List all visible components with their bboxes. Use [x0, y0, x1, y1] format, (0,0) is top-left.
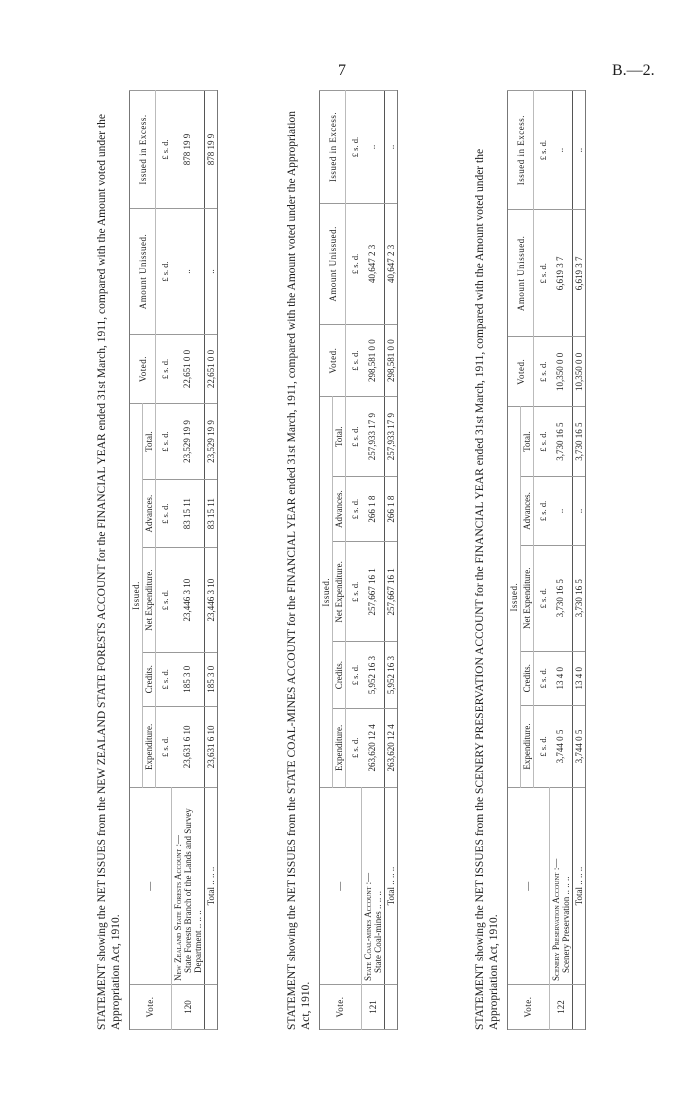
voted-cell: 10,350 0 0 [572, 337, 585, 407]
lsd-label: £ s. d. [534, 705, 550, 787]
lsd-label: £ s. d. [156, 334, 172, 403]
voted-cell: 298,581 0 0 [361, 324, 384, 397]
total-label: Total .. .. .. [384, 788, 397, 985]
statement-title: STATEMENT showing the NET ISSUES from the NEW ZEALAND STATE FORESTS ACCOUNT for the FINANCIAL YEAR ended 31st March, 1911, compared with the Amount voted under the Appropriation Act, 1910. [96, 114, 122, 1030]
expenditure-header: Expenditure. [143, 706, 156, 787]
expenditure-cell: 263,620 12 4 [384, 708, 397, 787]
excess-header: Issued in Excess. [320, 91, 346, 204]
table-row [361, 91, 384, 1030]
advances-header: Advances. [521, 476, 534, 545]
voted-cell: 22,651 0 0 [204, 334, 217, 403]
statement-table [319, 90, 398, 1030]
lsd-label: £ s. d. [346, 542, 362, 642]
statement-title: STATEMENT showing the NET ISSUES from the STATE COAL-MINES ACCOUNT for the FINANCIAL YEAR ended 31st March, 1911, compared with the Amount voted under the Appropriation Act, 1910. [286, 110, 312, 1030]
document-code: B.—2. [612, 62, 655, 79]
credits-header: Credits. [521, 651, 534, 705]
total-cell: 3,730 16 5 [549, 407, 572, 477]
unissued-header: Amount Unissued. [320, 204, 346, 325]
credits-cell: 13 4 0 [572, 651, 585, 705]
unissued-cell: 40,647 2 3 [361, 204, 384, 325]
credits-cell: 185 3 0 [171, 652, 204, 706]
credits-header: Credits. [143, 652, 156, 706]
net-expenditure-cell: 3,730 16 5 [572, 545, 585, 651]
issued-header: Issued. [320, 397, 333, 788]
statement-table [129, 90, 218, 1030]
advances-header: Advances. [333, 476, 346, 541]
net-expenditure-header: Net Expenditure. [521, 545, 534, 651]
total-cell: 257,933 17 9 [361, 397, 384, 476]
net-expenditure-cell: 257,667 16 1 [361, 542, 384, 642]
description-header: — [320, 788, 362, 985]
lsd-label: £ s. d. [534, 407, 550, 477]
lsd-label: £ s. d. [534, 91, 550, 210]
account-name: State Coal-mines Account :— [362, 872, 373, 981]
lsd-label: £ s. d. [156, 209, 172, 335]
description-header: — [508, 788, 550, 985]
voted-cell: 298,581 0 0 [384, 324, 397, 397]
lsd-label: £ s. d. [156, 404, 172, 480]
statement-forests [95, 90, 218, 1030]
unissued-cell: .. [171, 209, 204, 335]
total-cell: 257,933 17 9 [384, 397, 397, 476]
total-row [572, 91, 585, 1030]
voted-header: Voted. [320, 324, 346, 397]
table-row [549, 91, 572, 1030]
unissued-cell: 6,619 3 7 [549, 210, 572, 337]
net-expenditure-header: Net Expenditure. [143, 548, 156, 653]
vote-header: Vote. [320, 985, 362, 1030]
lsd-label: £ s. d. [346, 91, 362, 204]
vote-number: 121 [361, 985, 384, 1030]
item-name: Scenery Preservation .. .. .. [560, 876, 571, 973]
total-label: Total .. .. .. [572, 788, 585, 985]
vote-number: 120 [171, 985, 204, 1030]
advances-cell: 266 1 8 [361, 476, 384, 541]
net-expenditure-cell: 23,446 3 10 [204, 548, 217, 653]
excess-cell: 878 19 9 [204, 91, 217, 209]
total-label: Total .. .. .. [204, 788, 217, 985]
voted-cell: 22,651 0 0 [171, 334, 204, 403]
total-row [204, 91, 217, 1030]
lsd-label: £ s. d. [534, 545, 550, 651]
credits-cell: 13 4 0 [549, 651, 572, 705]
credits-header: Credits. [333, 642, 346, 708]
excess-cell: .. [361, 91, 384, 204]
lsd-label: £ s. d. [346, 324, 362, 397]
net-expenditure-cell: 257,667 16 1 [384, 542, 397, 642]
table-row [171, 91, 204, 1030]
advances-cell: .. [549, 476, 572, 545]
lsd-label: £ s. d. [346, 642, 362, 708]
statement-title: STATEMENT showing the NET ISSUES from the SCENERY PRESERVATION ACCOUNT for the FINANCIAL YEAR ended 31st March, 1911, compared with the Amount voted under the Appropriation Act, 1910. [474, 148, 500, 1030]
total-header: Total. [333, 397, 346, 476]
account-name: Scenery Preservation Account :— [550, 858, 561, 981]
lsd-label: £ s. d. [156, 548, 172, 653]
statement-table [507, 90, 586, 1030]
total-header: Total. [521, 407, 534, 477]
issued-header: Issued. [130, 404, 143, 788]
total-cell: 23,529 19 9 [204, 404, 217, 480]
lsd-label: £ s. d. [534, 651, 550, 705]
lsd-label: £ s. d. [346, 476, 362, 541]
row-description [171, 788, 204, 985]
unissued-cell: .. [204, 209, 217, 335]
unissued-header: Amount Unissued. [130, 209, 156, 335]
credits-cell: 5,952 16 3 [361, 642, 384, 708]
voted-header: Voted. [508, 337, 534, 407]
lsd-label: £ s. d. [534, 476, 550, 545]
page-number: 7 [338, 62, 346, 79]
description-header: — [130, 788, 172, 985]
lsd-label: £ s. d. [346, 397, 362, 476]
row-description [549, 788, 572, 985]
expenditure-cell: 23,631 6 10 [171, 706, 204, 787]
unissued-cell: 40,647 2 3 [384, 204, 397, 325]
statement-coal-mines [285, 90, 398, 1030]
net-expenditure-cell: 23,446 3 10 [171, 548, 204, 653]
issued-header: Issued. [508, 407, 521, 788]
expenditure-cell: 23,631 6 10 [204, 706, 217, 787]
statement-scenery [473, 90, 586, 1030]
excess-header: Issued in Excess. [130, 91, 156, 209]
total-cell: 3,730 16 5 [572, 407, 585, 477]
lsd-label: £ s. d. [346, 204, 362, 325]
lsd-label: £ s. d. [534, 210, 550, 337]
lsd-label: £ s. d. [156, 480, 172, 548]
vote-header: Vote. [508, 985, 550, 1030]
advances-cell: 83 15 11 [171, 480, 204, 548]
credits-cell: 185 3 0 [204, 652, 217, 706]
total-row [384, 91, 397, 1030]
expenditure-header: Expenditure. [333, 708, 346, 787]
expenditure-cell: 3,744 0 5 [572, 705, 585, 787]
lsd-label: £ s. d. [534, 337, 550, 407]
lsd-label: £ s. d. [156, 652, 172, 706]
voted-cell: 10,350 0 0 [549, 337, 572, 407]
excess-header: Issued in Excess. [508, 91, 534, 210]
advances-cell: 83 15 11 [204, 480, 217, 548]
row-description [361, 788, 384, 985]
vote-number: 122 [549, 985, 572, 1030]
total-cell: 23,529 19 9 [171, 404, 204, 480]
excess-cell: .. [384, 91, 397, 204]
lsd-label: £ s. d. [346, 708, 362, 787]
advances-header: Advances. [143, 480, 156, 548]
item-name: State Coal-mines .. .. .. [372, 891, 383, 973]
account-name: New Zealand State Forests Account :— [172, 835, 183, 981]
expenditure-cell: 263,620 12 4 [361, 708, 384, 787]
advances-cell: 266 1 8 [384, 476, 397, 541]
lsd-label: £ s. d. [156, 91, 172, 209]
vote-header: Vote. [130, 985, 172, 1030]
expenditure-header: Expenditure. [521, 705, 534, 787]
excess-cell: .. [572, 91, 585, 210]
excess-cell: .. [549, 91, 572, 210]
rotated-content [95, 90, 655, 1030]
advances-cell: .. [572, 476, 585, 545]
voted-header: Voted. [130, 334, 156, 403]
net-expenditure-header: Net Expenditure. [333, 542, 346, 642]
credits-cell: 5,952 16 3 [384, 642, 397, 708]
excess-cell: 878 19 9 [171, 91, 204, 209]
lsd-label: £ s. d. [156, 706, 172, 787]
net-expenditure-cell: 3,730 16 5 [549, 545, 572, 651]
expenditure-cell: 3,744 0 5 [549, 705, 572, 787]
unissued-header: Amount Unissued. [508, 210, 534, 337]
unissued-cell: 6,619 3 7 [572, 210, 585, 337]
total-header: Total. [143, 404, 156, 480]
item-name: State Forests Branch of the Lands and Survey Department .. .. .. [182, 808, 203, 973]
